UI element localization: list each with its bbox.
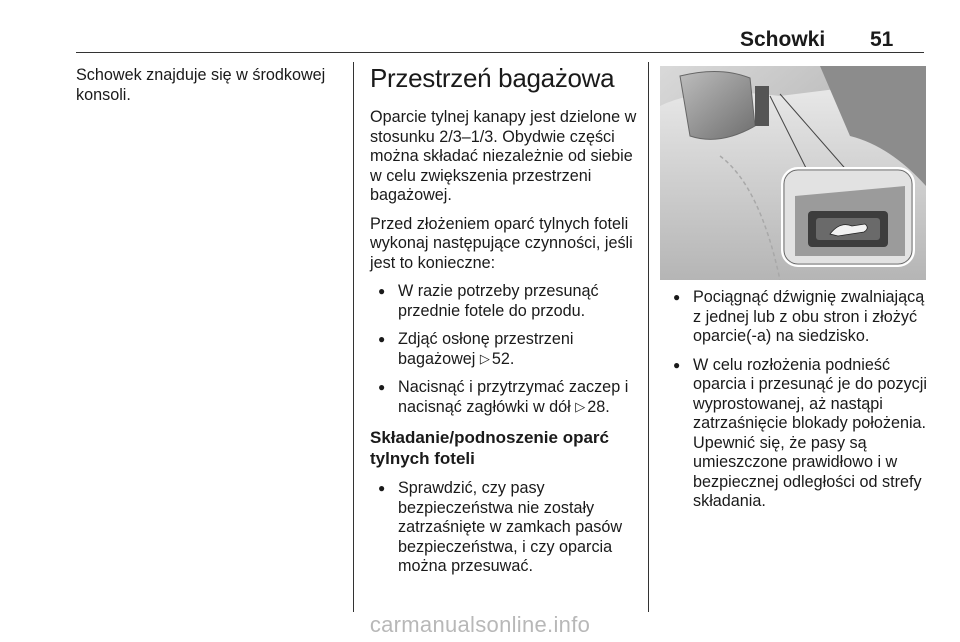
cross-reference-arrow-icon: ▷ [575,398,586,414]
column-divider [648,62,649,612]
list-item [370,330,642,369]
page-reference[interactable]: 52. [491,349,515,368]
page-section-title: Schowki [740,28,826,51]
body-paragraph: Schowek znajduje się w środkowej konsoli. [76,66,326,104]
seat-release-figure [660,66,926,280]
cross-reference-arrow-icon: ▷ [479,350,490,366]
bullet-list [370,282,642,417]
page-number: 51 [870,28,894,51]
column-right [665,288,927,522]
list-item-text: Sprawdzić, czy pasy bezpieczeństwa nie zostały zatrzaśnięte w zamkach pasów bezpieczeństwa, i czy oparcia można przesuwać. [398,479,623,575]
list-item-text: Pociągnąć dźwignię zwalniającą z jednej lub z obu stron i złożyć oparcie(-a) na siedzisko. [693,288,925,345]
column-divider [353,62,354,612]
body-paragraph: Przed złożeniem oparć tylnych foteli wykonaj następujące czynności, jeśli jest to konieczne: [370,214,633,272]
list-item-text: W razie potrzeby przesunąć przednie fotele do przodu. [398,282,599,320]
column-left [76,66,346,114]
list-item [370,378,642,417]
list-item-text: W celu rozłożenia podnieść oparcia i przesunąć je do pozycji wyprostowanej, aż nastąpi zatrzaśnięcie blokady położenia. Upewnić się, że pasy są umieszczone prawidłowo i w bezpiecznej odległości od strefy składania. [693,355,927,510]
watermark: carmanualsonline.info [369,612,591,637]
list-item [370,479,642,577]
section-heading: Przestrzeń bagażowa [370,63,615,93]
list-item-text: Nacisnąć i przytrzymać zaczep i nacisnąć zagłówki w dół [398,378,629,416]
subsection-heading: Składanie/podnoszenie oparć tylnych foteli [370,428,610,468]
seat-illustration [660,66,926,280]
bullet-list [665,288,927,512]
list-item [370,282,642,321]
list-item-text: Zdjąć osłonę przestrzeni bagażowej [398,330,574,368]
list-item [665,288,927,347]
body-paragraph: Oparcie tylnej kanapy jest dzielone w stosunku 2/3–1/3. Obydwie części można składać niezależnie od siebie w celu zwiększenia przestrzeni bagażowej. [370,108,637,204]
header-divider [76,52,924,53]
page-reference[interactable]: 28. [587,397,610,416]
column-middle [370,62,642,587]
list-item [665,356,927,512]
bullet-list [370,479,642,577]
